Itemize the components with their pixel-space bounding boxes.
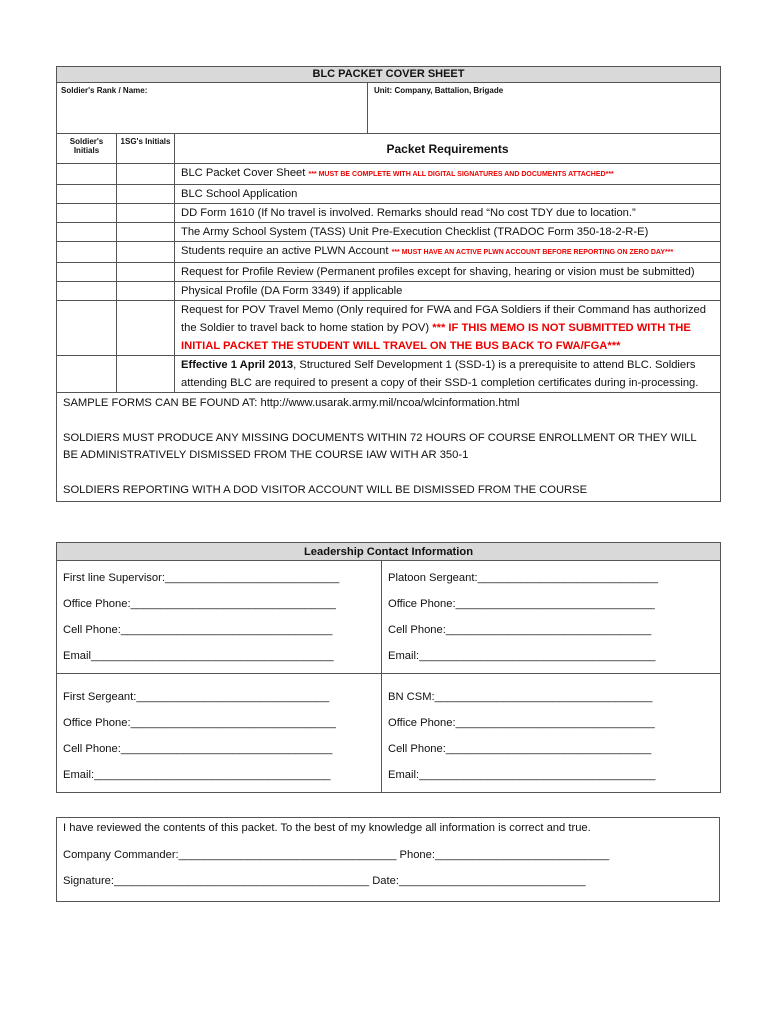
soldier-initials-cell[interactable] (57, 185, 117, 204)
requirement-row (57, 301, 721, 356)
requirement-text (175, 301, 721, 356)
requirement-label: BLC Packet Cover Sheet (181, 167, 309, 179)
requirement-text (175, 223, 721, 242)
contact-field[interactable]: Cell Phone:_________________________________ (388, 743, 652, 755)
isg-initials-cell[interactable] (117, 263, 175, 282)
isg-initials-cell[interactable] (117, 204, 175, 223)
requirement-label: Request for Profile Review (Permanent profiles except for shaving, hearing or vision must be submitted) (181, 266, 695, 278)
isg-initials-cell[interactable] (117, 164, 175, 185)
requirement-row (57, 185, 721, 204)
soldier-initials-cell[interactable] (57, 282, 117, 301)
isg-initials-header: 1SG's Initials (117, 134, 175, 164)
requirement-row (57, 242, 721, 263)
isg-initials-cell[interactable] (117, 223, 175, 242)
requirement-label: , Structured Self Development 1 (SSD-1) is a prerequisite to attend BLC. Soldiers attending BLC are required to present a copy of their SSD-1 completion certificates during in-processing. (181, 359, 699, 389)
requirement-text (175, 185, 721, 204)
requirement-label: BLC School Application (181, 188, 298, 200)
unit-field[interactable]: Unit: Company, Battalion, Brigade (374, 86, 504, 95)
requirement-label: Request for POV Travel Memo (Only required for FWA and FGA Soldiers if their Command has authorized the Soldier to travel back to home station by POV) (181, 304, 706, 334)
requirement-text (175, 282, 721, 301)
requirements-table (56, 66, 721, 502)
requirement-row (57, 282, 721, 301)
contact-block-supervisor (57, 561, 382, 674)
soldier-initials-cell[interactable] (57, 356, 117, 393)
requirement-row (57, 223, 721, 242)
isg-initials-cell[interactable] (117, 282, 175, 301)
identity-row (57, 83, 721, 134)
review-box (56, 817, 720, 902)
contact-block-platoon-sergeant (382, 561, 721, 674)
notes-cell (57, 393, 721, 502)
soldier-initials-cell[interactable] (57, 204, 117, 223)
requirement-text (175, 204, 721, 223)
contact-field[interactable]: Cell Phone:_________________________________ (388, 624, 652, 636)
requirement-label: Students require an active PLWN Account (181, 245, 392, 257)
requirement-text (175, 356, 721, 393)
isg-initials-cell[interactable] (117, 356, 175, 393)
contact-field[interactable]: Office Phone:________________________________ (388, 598, 655, 610)
requirement-row (57, 164, 721, 185)
contact-field[interactable]: Office Phone:_________________________________ (63, 717, 336, 729)
contact-field[interactable]: Email:______________________________________ (63, 769, 331, 781)
requirements-header: Packet Requirements (175, 134, 721, 164)
isg-initials-cell[interactable] (117, 301, 175, 356)
contact-field[interactable]: Cell Phone:__________________________________ (63, 743, 333, 755)
soldier-initials-header: Soldier's Initials (57, 134, 117, 164)
packet-sheet (56, 66, 720, 502)
contact-field[interactable]: Office Phone:________________________________ (388, 717, 655, 729)
requirement-row (57, 263, 721, 282)
isg-initials-cell[interactable] (117, 242, 175, 263)
leadership-contact (56, 542, 720, 793)
requirement-label: Physical Profile (DA Form 3349) if applicable (181, 285, 403, 297)
missing-documents-note: SOLDIERS MUST PRODUCE ANY MISSING DOCUMENTS WITHIN 72 HOURS OF COURSE ENROLLMENT OR THEY WILL BE ADMINISTRATIVELY DISMISSED FROM THE COURSE IAW WITH AR 350-1 (63, 431, 697, 462)
requirement-text (175, 164, 721, 185)
contact-field[interactable]: Email:______________________________________ (388, 769, 656, 781)
isg-initials-cell[interactable] (117, 185, 175, 204)
contact-field[interactable]: Platoon Sergeant:_____________________________ (388, 572, 659, 584)
soldier-initials-cell[interactable] (57, 301, 117, 356)
requirement-text (175, 242, 721, 263)
contact-field[interactable]: First line Supervisor:____________________________ (63, 572, 340, 584)
commander-phone-line[interactable]: Company Commander:___________________________________ Phone:____________________________ (63, 849, 610, 861)
requirement-warning: *** MUST BE COMPLETE WITH ALL DIGITAL SIGNATURES AND DOCUMENTS ATTACHED*** (308, 171, 614, 178)
soldier-initials-cell[interactable] (57, 223, 117, 242)
soldier-initials-cell[interactable] (57, 242, 117, 263)
contact-field[interactable]: BN CSM:___________________________________ (388, 691, 653, 703)
requirement-text (175, 263, 721, 282)
soldier-initials-cell[interactable] (57, 164, 117, 185)
review-statement: I have reviewed the contents of this packet. To the best of my knowledge all information is correct and true. (63, 822, 591, 834)
contact-field[interactable]: Cell Phone:__________________________________ (63, 624, 333, 636)
contact-field[interactable]: Email_______________________________________ (63, 650, 334, 662)
visitor-account-note: SOLDIERS REPORTING WITH A DOD VISITOR ACCOUNT WILL BE DISMISSED FROM THE COURSE (63, 483, 588, 496)
contact-block-first-sergeant (57, 674, 382, 793)
contact-title: Leadership Contact Information (57, 543, 721, 561)
contact-field[interactable]: First Sergeant:_______________________________ (63, 691, 330, 703)
rank-name-field[interactable]: Soldier's Rank / Name: (57, 83, 368, 133)
requirement-warning: *** MUST HAVE AN ACTIVE PLWN ACCOUNT BEFORE REPORTING ON ZERO DAY*** (391, 249, 674, 256)
requirement-bold: Effective 1 April 2013 (181, 359, 294, 371)
requirement-row (57, 356, 721, 393)
requirement-label: The Army School System (TASS) Unit Pre-Execution Checklist (TRADOC Form 350-18-2-R-E) (181, 226, 649, 238)
sample-forms-note: SAMPLE FORMS CAN BE FOUND AT: http://www.usarak.army.mil/ncoa/wlcinformation.html (63, 397, 520, 409)
requirement-warning: *** IF THIS MEMO IS NOT SUBMITTED WITH THE INITIAL PACKET THE STUDENT WILL TRAVEL ON THE BUS BACK TO FWA/FGA*** (181, 322, 691, 352)
contact-block-bn-csm (382, 674, 721, 793)
requirement-label: DD Form 1610 (If No travel is involved. Remarks should read “No cost TDY due to location.” (181, 207, 636, 219)
requirement-row (57, 204, 721, 223)
signature-date-line[interactable]: Signature:_________________________________________ Date:______________________________ (63, 875, 586, 887)
soldier-initials-cell[interactable] (57, 263, 117, 282)
sheet-title: BLC PACKET COVER SHEET (57, 67, 721, 83)
contact-field[interactable]: Office Phone:_________________________________ (63, 598, 336, 610)
contact-field[interactable]: Email:______________________________________ (388, 650, 656, 662)
